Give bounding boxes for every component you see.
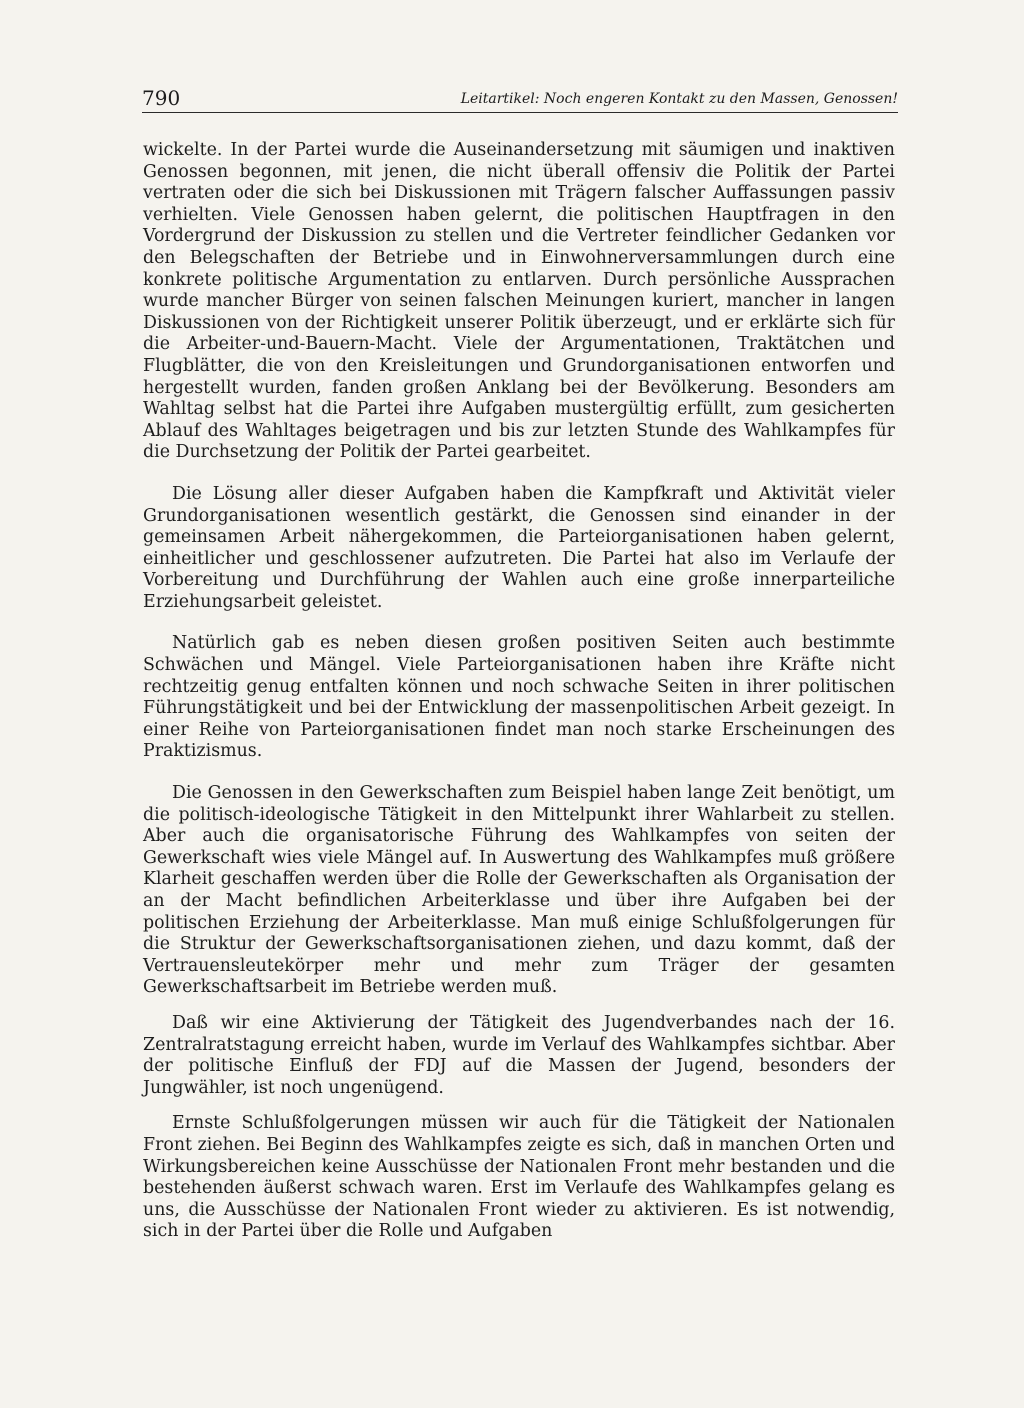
article-body [143, 140, 895, 1243]
page-header [142, 86, 898, 113]
page-number: 790 [142, 86, 181, 110]
paragraph-4: Die Genossen in den Gewerkschaften zum Beispiel haben lange Zeit benötigt, um die politisch-ideologische Tätigkeit in den Mittelpunkt ihrer Wahlarbeit zu stellen. Aber auch die organisatorische Führung des Wahlkampfes von seiten der Gewerkschaft wies viele Mängel auf. In Auswertung des Wahlkampfes muß größere Klarheit geschaffen werden über die Rolle der Gewerkschaften als Organisation der an der Macht befindlichen Arbeiterklasse und über ihre Aufgaben bei der politischen Erziehung der Arbeiterklasse. Man muß einige Schlußfolgerungen für die Struktur der Gewerkschaftsorganisationen ziehen, und dazu kommt, daß der Vertrauensleutekörper mehr und mehr zum Träger der gesamten Gewerkschaftsarbeit im Betriebe werden muß. [143, 783, 895, 998]
running-head: Leitartikel: Noch engeren Kontakt zu den Massen, Genossen! [460, 91, 898, 107]
paragraph-3: Natürlich gab es neben diesen großen positiven Seiten auch bestimmte Schwächen und Mängel. Viele Parteiorganisationen haben ihre Kräfte nicht rechtzeitig genug entfalten können und noch schwache Seiten in ihrer politischen Führungstätigkeit und bei der Entwicklung der massenpolitischen Arbeit gezeigt. In einer Reihe von Parteiorganisationen findet man noch starke Erscheinungen des Praktizismus. [143, 633, 895, 762]
paragraph-5: Daß wir eine Aktivierung der Tätigkeit des Jugendverbandes nach der 16. Zentralratstagung erreicht haben, wurde im Verlauf des Wahlkampfes sichtbar. Aber der politische Einfluß der FDJ auf die Massen der Jugend, besonders der Jungwähler, ist noch ungenügend. [143, 1012, 895, 1098]
paragraph-6: Ernste Schlußfolgerungen müssen wir auch für die Tätigkeit der Nationalen Front ziehen. Bei Beginn des Wahlkampfes zeigte es sich, daß in manchen Orten und Wirkungsbereichen keine Ausschüsse der Nationalen Front mehr bestanden und die bestehenden äußerst schwach waren. Erst im Verlaufe des Wahlkampfes gelang es uns, die Ausschüsse der Nationalen Front wieder zu aktivieren. Es ist notwendig, sich in der Partei über die Rolle und Aufgaben [143, 1113, 895, 1242]
paragraph-2: Die Lösung aller dieser Aufgaben haben die Kampfkraft und Aktivität vieler Grundorganisationen wesentlich gestärkt, die Genossen sind einander in der gemeinsamen Arbeit nähergekommen, die Parteiorganisationen haben gelernt, einheitlicher und geschlossener aufzutreten. Die Partei hat also im Verlaufe der Vorbereitung und Durchführung der Wahlen auch eine große innerparteiliche Erziehungsarbeit geleistet. [143, 483, 895, 612]
paragraph-1: wickelte. In der Partei wurde die Auseinandersetzung mit säumigen und inaktiven Genossen begonnen, mit jenen, die nicht überall offensiv die Politik der Partei vertraten oder die sich bei Diskussionen mit Trägern falscher Auffassungen passiv verhielten. Viele Genossen haben gelernt, die politischen Hauptfragen in den Vordergrund der Diskussion zu stellen und die Vertreter feindlicher Gedanken vor den Belegschaften der Betriebe und in Einwohnerversammlungen durch eine konkrete politische Argumentation zu entlarven. Durch persönliche Aussprachen wurde mancher Bürger von seinen falschen Meinungen kuriert, mancher in langen Diskussionen von der Richtigkeit unserer Politik überzeugt, und er erklärte sich für die Arbeiter-und-Bauern-Macht. Viele der Argumentationen, Traktätchen und Flugblätter, die von den Kreisleitungen und Grundorganisationen entworfen und hergestellt wurden, fanden großen Anklang bei der Bevölkerung. Besonders am Wahltag selbst hat die Partei ihre Aufgaben mustergültig erfüllt, zum gesicherten Ablauf des Wahltages beigetragen und bis zur letzten Stunde des Wahlkampfes für die Durchsetzung der Politik der Partei gearbeitet. [143, 140, 895, 463]
